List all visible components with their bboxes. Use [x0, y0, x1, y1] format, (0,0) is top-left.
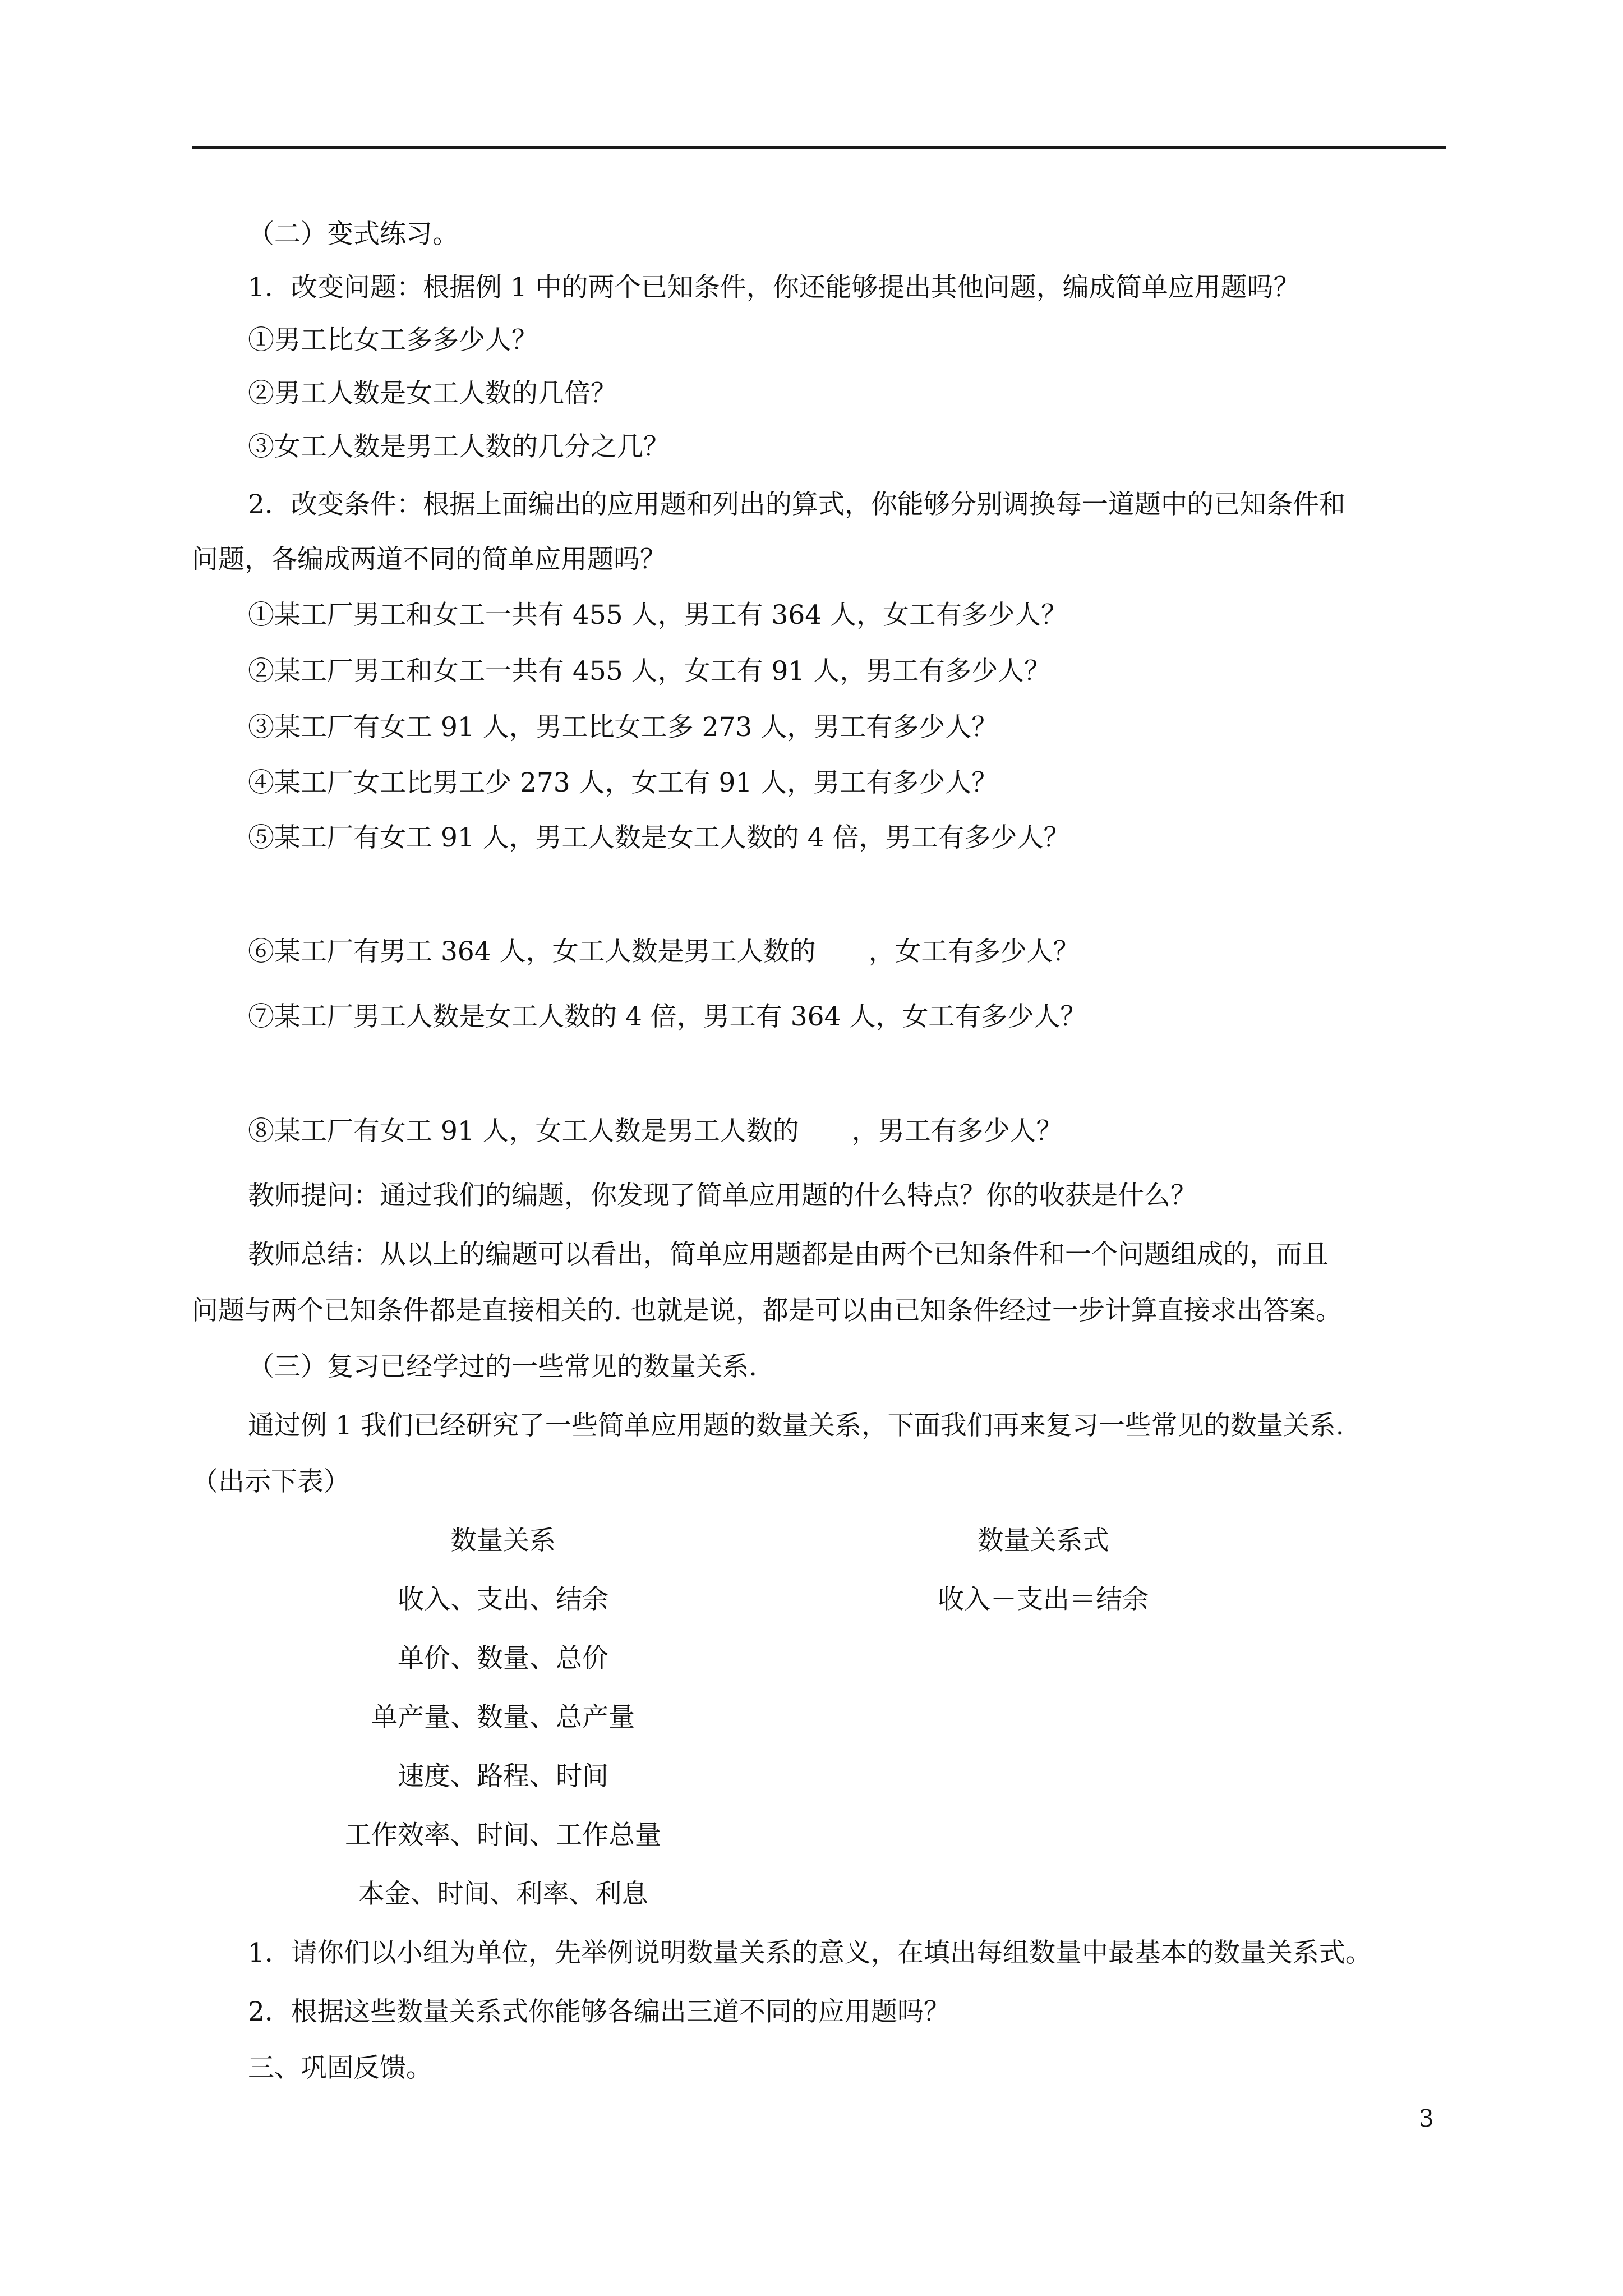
question-2-item: ⑦某工厂男工人数是女工人数的 4 倍，男工有 364 人，女工有多少人？ — [248, 1001, 1087, 1032]
teacher-summary-line-2: 问题与两个已知条件都是直接相关的. 也就是说，都是可以由已知条件经过一步计算直接求出答案。 — [192, 1295, 1342, 1326]
question-2-item: ③某工厂有女工 91 人，男工比女工多 273 人，男工有多少人？ — [248, 712, 998, 743]
question-1-item: ②男工人数是女工人数的几倍？ — [248, 378, 617, 409]
question-2-line-1: 2．改变条件：根据上面编出的应用题和列出的算式，你能够分别调换每一道题中的已知条件和 — [248, 489, 1345, 520]
question-1-item: ①男工比女工多多少人？ — [248, 325, 538, 356]
table-cell-relation: 工作效率、时间、工作总量 — [345, 1820, 661, 1851]
table-cell-relation: 收入、支出、结余 — [398, 1584, 608, 1615]
table-cell-relation: 本金、时间、利率、利息 — [358, 1879, 648, 1910]
section-heading-variant-practice: （二）变式练习。 — [248, 219, 459, 250]
table-cell-relation: 速度、路程、时间 — [398, 1761, 608, 1792]
teacher-question: 教师提问：通过我们的编题，你发现了简单应用题的什么特点？你的收获是什么？ — [248, 1180, 1197, 1211]
header-rule — [192, 146, 1446, 149]
question-2-item: ⑥某工厂有男工 364 人，女工人数是男工人数的 ，女工有多少人？ — [248, 936, 1080, 967]
teacher-summary-line-1: 教师总结：从以上的编题可以看出，简单应用题都是由两个已知条件和一个问题组成的，而且 — [248, 1239, 1329, 1270]
section-intro-line-1: 通过例 1 我们已经研究了一些简单应用题的数量关系，下面我们再来复习一些常见的数量关系. — [248, 1410, 1344, 1441]
question-2-line-2: 问题，各编成两道不同的简单应用题吗？ — [192, 544, 666, 575]
question-2-item: ①某工厂男工和女工一共有 455 人，男工有 364 人，女工有多少人？ — [248, 600, 1068, 631]
question-2-item: ⑤某工厂有女工 91 人，男工人数是女工人数的 4 倍，男工有多少人？ — [248, 822, 1070, 853]
question-2-item: ④某工厂女工比男工少 273 人，女工有 91 人，男工有多少人？ — [248, 767, 998, 798]
table-cell-relation: 单产量、数量、总产量 — [371, 1702, 635, 1733]
page-number: 3 — [1419, 2105, 1434, 2132]
section-heading-consolidation: 三、巩固反馈。 — [248, 2053, 432, 2083]
table-cell-formula: 收入－支出＝结余 — [938, 1584, 1149, 1615]
table-header-relation: 数量关系 — [450, 1525, 556, 1556]
question-1-item: ③女工人数是男工人数的几分之几？ — [248, 431, 670, 462]
table-header-formula: 数量关系式 — [977, 1525, 1109, 1556]
section-heading-quantity-relations: （三）复习已经学过的一些常见的数量关系. — [248, 1351, 757, 1382]
task-1: 1．请你们以小组为单位，先举例说明数量关系的意义，在填出每组数量中最基本的数量关系式。 — [248, 1938, 1372, 1968]
section-intro-line-2: （出示下表） — [192, 1466, 350, 1497]
table-cell-relation: 单价、数量、总价 — [398, 1643, 608, 1674]
question-2-item: ②某工厂男工和女工一共有 455 人，女工有 91 人，男工有多少人？ — [248, 656, 1051, 687]
task-2: 2．根据这些数量关系式你能够各编出三道不同的应用题吗？ — [248, 1996, 950, 2027]
question-2-item: ⑧某工厂有女工 91 人，女工人数是男工人数的 ，男工有多少人？ — [248, 1116, 1063, 1147]
question-1: 1．改变问题：根据例 1 中的两个已知条件，你还能够提出其他问题，编成简单应用题吗？ — [248, 272, 1300, 303]
